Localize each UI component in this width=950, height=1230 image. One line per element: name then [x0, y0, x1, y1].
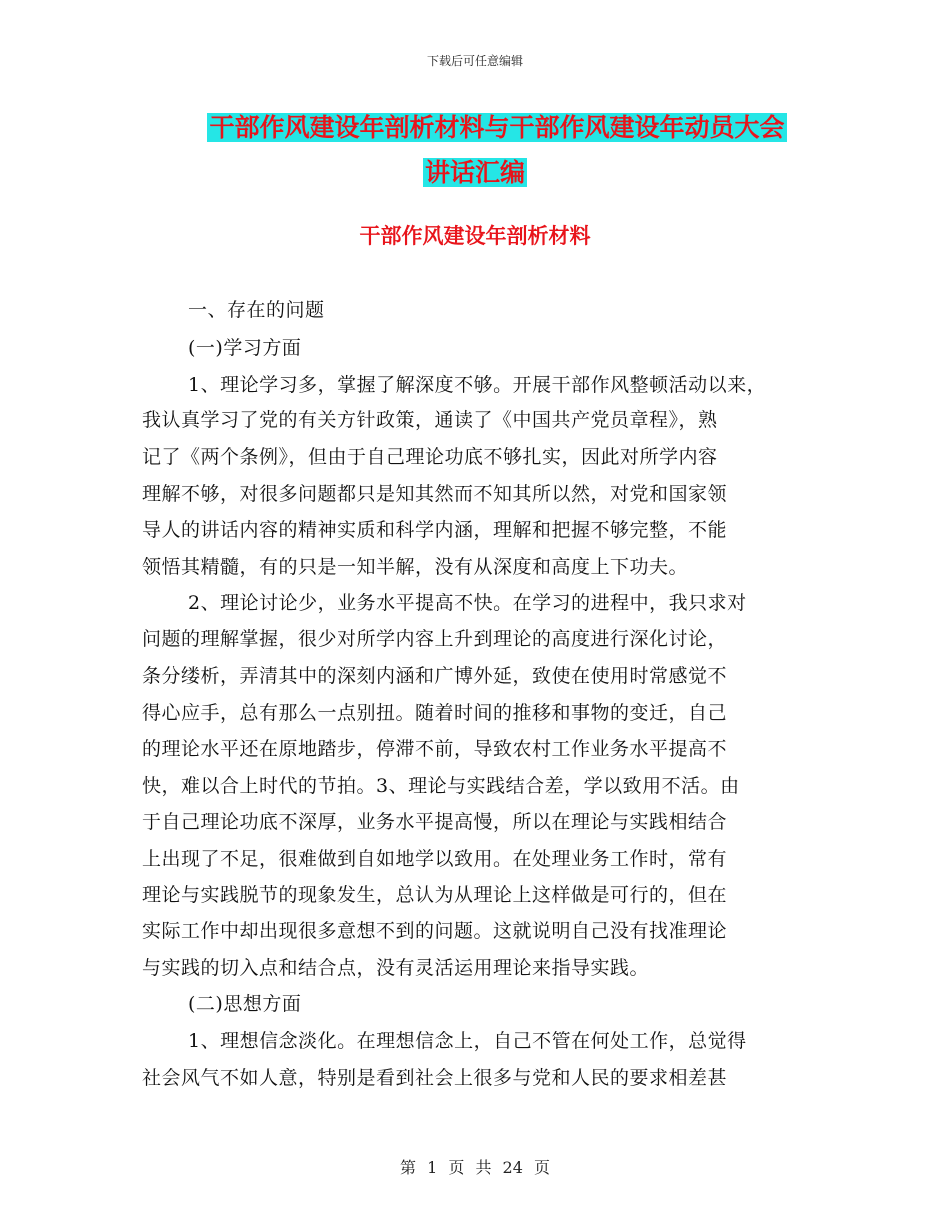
body-line: 领悟其精髓，有的只是一知半解，没有从深度和高度上下功夫。 — [142, 556, 689, 578]
body-line: 导人的讲话内容的精神实质和科学内涵，理解和把握不够完整，不能 — [142, 519, 728, 541]
title-highlight-2: 讲话汇编 — [424, 158, 525, 187]
body-line: 问题的理解掌握，很少对所学内容上升到理论的高度进行深化讨论， — [142, 628, 728, 650]
body-line: 得心应手，总有那么一点别扭。随着时间的推移和事物的变迁，自己 — [142, 702, 728, 724]
body-line: 一、存在的问题 — [188, 299, 325, 321]
body-line: (二)思想方面 — [188, 993, 302, 1015]
body-line: 1、理论学习多，掌握了解深度不够。开展干部作风整顿活动以来， — [188, 374, 767, 396]
section-subtitle: 干部作风建设年剖析材料 — [359, 224, 591, 248]
document-title-line-1 — [22, 108, 950, 148]
title-highlight-1: 干部作风建设年剖析材料与干部作风建设年动员大会 — [209, 113, 785, 142]
body-line: 记了《两个条例》，但由于自己理论功底不够扎实，因此对所学内容 — [142, 446, 718, 468]
body-line: 于自己理论功底不深厚，业务水平提高慢，所以在理论与实践相结合 — [142, 811, 728, 833]
body-line: 1、理想信念淡化。在理想信念上，自己不管在何处工作，总觉得 — [188, 1030, 747, 1052]
body-line: 实际工作中却出现很多意想不到的问题。这就说明自己没有找准理论 — [142, 920, 728, 942]
body-line: 与实践的切入点和结合点，没有灵活运用理论来指导实践。 — [142, 957, 650, 979]
body-line: (一)学习方面 — [188, 337, 302, 359]
body-line: 上出现了不足，很难做到自如地学以致用。在处理业务工作时，常有 — [142, 848, 728, 870]
body-line: 快，难以合上时代的节拍。3、理论与实践结合差，学以致用不活。由 — [142, 775, 740, 797]
body-line: 的理论水平还在原地踏步，停滞不前，导致农村工作业务水平提高不 — [142, 738, 728, 760]
body-line: 我认真学习了党的有关方针政策，通读了《中国共产党员章程》，熟 — [142, 409, 718, 431]
body-line: 理论与实践脱节的现象发生，总认为从理论上这样做是可行的，但在 — [142, 884, 728, 906]
header-note: 下载后可任意编辑 — [426, 54, 523, 68]
body-line: 理解不够，对很多问题都只是知其然而不知其所以然，对党和国家领 — [142, 483, 728, 505]
body-line: 条分缕析，弄清其中的深刻内涵和广博外延，致使在使用时常感觉不 — [142, 665, 728, 687]
body-line: 2、理论讨论少，业务水平提高不快。在学习的进程中，我只求对 — [188, 592, 747, 614]
body-line: 社会风气不如人意，特别是看到社会上很多与党和人民的要求相差甚 — [142, 1067, 728, 1089]
page-number-footer: 第 1 页 共 24 页 — [400, 1158, 550, 1177]
document-title-line-2 — [0, 153, 950, 193]
